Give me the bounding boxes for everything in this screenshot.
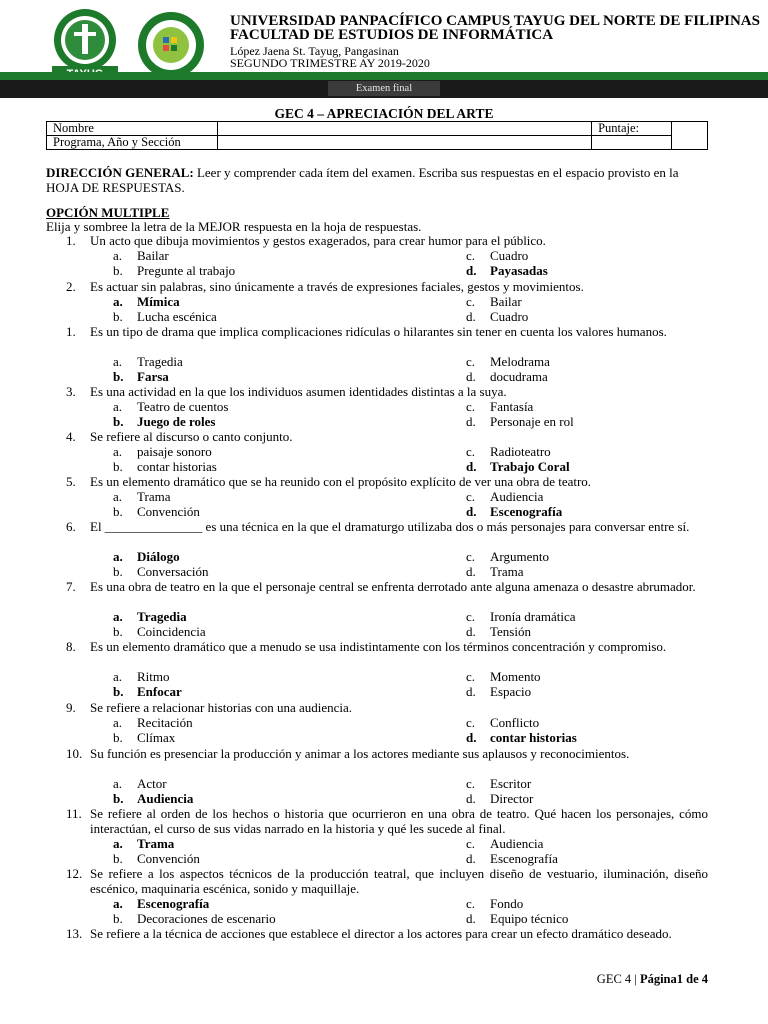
option-text: paisaje sonoro	[137, 444, 212, 459]
option-d	[466, 263, 548, 278]
question-item	[66, 233, 708, 248]
option-letter: b.	[113, 369, 124, 384]
option-b	[113, 730, 175, 745]
question-item	[66, 279, 708, 294]
option-text: Director	[490, 791, 534, 806]
question-number: 11.	[66, 806, 82, 821]
option-text: Juego de roles	[137, 414, 216, 429]
option-d	[466, 684, 531, 699]
option-d	[466, 414, 574, 429]
option-letter: b.	[113, 791, 124, 806]
option-c	[466, 489, 543, 504]
option-letter: a.	[113, 489, 123, 504]
option-letter: d.	[466, 504, 477, 519]
option-text: Coincidencia	[137, 624, 206, 639]
option-letter: a.	[113, 294, 123, 309]
option-a	[113, 669, 170, 684]
option-letter: a.	[113, 549, 123, 564]
option-text: Radioteatro	[490, 444, 551, 459]
option-letter: d.	[466, 684, 476, 699]
option-text: docudrama	[490, 369, 548, 384]
option-text: contar historias	[137, 459, 217, 474]
option-text: Fondo	[490, 896, 524, 911]
option-letter: a.	[113, 609, 123, 624]
question-item	[66, 384, 708, 399]
option-a	[113, 489, 170, 504]
name-field[interactable]	[217, 122, 591, 136]
exam-banner	[0, 80, 768, 98]
computer-studies-logo	[137, 11, 205, 79]
option-letter: c.	[466, 248, 476, 263]
option-letter: d.	[466, 911, 476, 926]
option-text: Recitación	[137, 715, 193, 730]
university-address: López Jaena St. Tayug, Pangasinan	[230, 44, 399, 58]
option-text: Decoraciones de escenario	[137, 911, 276, 926]
option-text: Conversación	[137, 564, 209, 579]
question-number: 3.	[66, 384, 76, 399]
option-d	[466, 369, 548, 384]
option-b	[113, 851, 200, 866]
option-letter: a.	[113, 669, 123, 684]
question-item	[66, 926, 708, 941]
option-letter: b.	[113, 564, 123, 579]
option-letter: b.	[113, 730, 123, 745]
option-letter: c.	[466, 896, 476, 911]
option-d	[466, 564, 523, 579]
option-a	[113, 776, 167, 791]
option-letter: d.	[466, 309, 476, 324]
option-text: Ritmo	[137, 669, 170, 684]
direction-label: DIRECCIÓN GENERAL:	[46, 165, 194, 180]
option-b	[113, 309, 217, 324]
option-text: Teatro de cuentos	[137, 399, 229, 414]
option-text: Lucha escénica	[137, 309, 217, 324]
option-text: Trama	[137, 489, 171, 504]
option-letter: d.	[466, 414, 476, 429]
option-letter: d.	[466, 263, 477, 278]
question-item	[66, 519, 708, 534]
option-letter: c.	[466, 399, 476, 414]
option-a	[113, 609, 187, 624]
question-text: Es una actividad en la que los individuos asumen identidades distintas a la suya.	[90, 384, 507, 399]
exam-banner-label: Examen final	[328, 81, 440, 96]
option-text: Equipo técnico	[490, 911, 569, 926]
option-b	[113, 459, 217, 474]
question-text: Su función es presenciar la producción y animar a los actores mediante sus aplausos y reconocimientos.	[90, 746, 630, 761]
question-number: 1.	[66, 233, 76, 248]
option-b	[113, 369, 169, 384]
footer-page-word: Página	[639, 972, 677, 986]
option-letter: a.	[113, 354, 123, 369]
question-number: 4.	[66, 429, 76, 444]
option-text: Momento	[490, 669, 541, 684]
option-letter: c.	[466, 489, 476, 504]
option-a	[113, 715, 193, 730]
option-text: Convención	[137, 851, 200, 866]
option-text: Audiencia	[137, 791, 194, 806]
option-text: Enfocar	[137, 684, 182, 699]
direction-text: Leer y comprender cada ítem del examen. Escriba sus respuestas en el espacio provisto en la HOJA DE RESPUESTAS.	[46, 165, 679, 195]
option-letter: a.	[113, 896, 123, 911]
semester-label: SEGUNDO TRIMESTRE AY 2019-2020	[230, 56, 430, 70]
option-c	[466, 399, 533, 414]
option-text: Actor	[137, 776, 167, 791]
option-a	[113, 399, 229, 414]
option-text: Trama	[490, 564, 524, 579]
option-letter: c.	[466, 294, 476, 309]
question-number: 2.	[66, 279, 76, 294]
question-text: Se refiere a la técnica de acciones que establece el director a los actores para crear un efecto dramático deseado.	[90, 926, 672, 941]
option-text: Escenografía	[137, 896, 210, 911]
question-text: Se refiere a relacionar historias con una audiencia.	[90, 700, 353, 715]
question-text: El _______________ es una técnica en la que el dramaturgo utilizaba dos o más personajes para conversar entre sí.	[90, 519, 690, 534]
question-item	[66, 806, 708, 836]
option-a	[113, 354, 183, 369]
option-text: Personaje en rol	[490, 414, 574, 429]
option-b	[113, 564, 208, 579]
tayug-campus-logo	[42, 8, 128, 80]
option-c	[466, 354, 550, 369]
option-letter: d.	[466, 459, 477, 474]
option-text: Ironía dramática	[490, 609, 576, 624]
question-number: 1.	[66, 324, 76, 339]
option-letter: b.	[113, 911, 123, 926]
option-text: Tragedia	[137, 354, 183, 369]
option-text: Tragedia	[137, 609, 187, 624]
option-text: Clímax	[137, 730, 176, 745]
option-c	[466, 609, 576, 624]
question-number: 5.	[66, 474, 76, 489]
question-number: 13.	[66, 926, 83, 941]
option-d	[466, 851, 558, 866]
footer-separator: |	[631, 972, 640, 986]
option-letter: b.	[113, 309, 123, 324]
option-text: Melodrama	[490, 354, 550, 369]
option-text: Audiencia	[490, 836, 544, 851]
option-a	[113, 294, 180, 309]
university-name: UNIVERSIDAD PANPACÍFICO CAMPUS TAYUG DEL NORTE DE FILIPINAS	[230, 13, 760, 29]
option-c	[466, 715, 539, 730]
program-label: Programa, Año y Sección	[47, 136, 218, 150]
option-letter: a.	[113, 776, 123, 791]
question-number: 9.	[66, 700, 76, 715]
option-d	[466, 911, 568, 926]
option-text: Payasadas	[490, 263, 548, 278]
question-item	[66, 324, 708, 339]
footer-of-word: de	[683, 972, 702, 986]
program-field[interactable]	[217, 136, 591, 150]
option-letter: a.	[113, 836, 123, 851]
option-letter: c.	[466, 836, 476, 851]
name-label: Nombre	[47, 122, 218, 136]
question-number: 6.	[66, 519, 76, 534]
option-letter: c.	[466, 715, 476, 730]
option-letter: b.	[113, 504, 123, 519]
option-letter: a.	[113, 399, 123, 414]
option-text: Fantasía	[490, 399, 534, 414]
question-text: Se refiere al orden de los hechos o historia que ocurrieron en una obra de teatro. Qué hacen los personajes, cómo interactúan, el curso de sus vidas narrado en la historia y qué les sucede al final.	[90, 806, 708, 836]
option-text: Audiencia	[490, 489, 544, 504]
option-text: Tensión	[490, 624, 531, 639]
option-text: Mímica	[137, 294, 180, 309]
question-item	[66, 866, 708, 896]
option-a	[113, 896, 209, 911]
exam-title: GEC 4 – APRECIACIÓN DEL ARTE	[274, 106, 494, 121]
question-item	[66, 474, 708, 489]
option-letter: d.	[466, 791, 476, 806]
question-number: 7.	[66, 579, 76, 594]
question-text: Se refiere a los aspectos técnicos de la producción teatral, que incluyen diseño de vestuario, iluminación, diseño escénico, maquinaria escénica, sonido y maquillaje.	[90, 866, 708, 896]
option-text: Escenografía	[490, 851, 558, 866]
question-text: Es actuar sin palabras, sino únicamente a través de expresiones faciales, gestos y movimientos.	[90, 279, 584, 294]
option-c	[466, 896, 523, 911]
option-text: Cuadro	[490, 248, 529, 263]
option-letter: c.	[466, 609, 476, 624]
question-text: Un acto que dibuja movimientos y gestos exagerados, para crear humor para el público.	[90, 233, 546, 248]
option-text: Argumento	[490, 549, 549, 564]
option-letter: b.	[113, 684, 124, 699]
question-text: Es un elemento dramático que a menudo se usa indistintamente con los términos concentración y compromiso.	[90, 639, 667, 654]
option-letter: c.	[466, 776, 476, 791]
option-d	[466, 791, 533, 806]
option-letter: a.	[113, 248, 123, 263]
option-text: Diálogo	[137, 549, 180, 564]
option-b	[113, 684, 182, 699]
general-direction	[46, 166, 708, 195]
question-item	[66, 579, 708, 594]
option-letter: b.	[113, 851, 123, 866]
option-c	[466, 669, 541, 684]
option-c	[466, 248, 528, 263]
option-text: Bailar	[490, 294, 522, 309]
footer-page-number: 1	[676, 972, 683, 986]
option-letter: b.	[113, 459, 123, 474]
question-text: Es un elemento dramático que se ha reunido con el propósito explícito de ver una obra de teatro.	[90, 474, 592, 489]
option-text: Cuadro	[490, 309, 529, 324]
option-b	[113, 263, 235, 278]
question-number: 10.	[66, 746, 83, 761]
option-letter: c.	[466, 444, 476, 459]
instructions: Elija y sombree la letra de la MEJOR respuesta en la hoja de respuestas.	[46, 219, 422, 234]
option-c	[466, 294, 522, 309]
option-d	[466, 504, 562, 519]
option-text: Trabajo Coral	[490, 459, 570, 474]
option-text: Pregunte al trabajo	[137, 263, 236, 278]
question-item	[66, 429, 708, 444]
option-a	[113, 549, 180, 564]
option-text: Escenografía	[490, 504, 563, 519]
section-title: OPCIÓN MULTIPLE	[46, 205, 170, 220]
option-text: contar historias	[490, 730, 577, 745]
score-label-spacer	[592, 136, 672, 150]
option-letter: b.	[113, 414, 124, 429]
faculty-name: FACULTAD DE ESTUDIOS DE INFORMÁTICA	[230, 27, 554, 43]
option-text: Farsa	[137, 369, 169, 384]
question-number: 12.	[66, 866, 83, 881]
option-d	[466, 624, 531, 639]
question-text: Es una obra de teatro en la que el personaje central se enfrenta derrotado ante alguna amenaza o desastre abrumador.	[90, 579, 696, 594]
option-letter: c.	[466, 669, 476, 684]
option-letter: a.	[113, 715, 123, 730]
option-d	[466, 730, 577, 745]
option-b	[113, 414, 215, 429]
question-text: Es un tipo de drama que implica complicaciones ridículas o hilarantes sin tener en cuenta los valores humanos.	[90, 324, 667, 339]
option-b	[113, 791, 193, 806]
score-field[interactable]	[672, 122, 708, 150]
option-c	[466, 836, 543, 851]
option-letter: b.	[113, 624, 123, 639]
option-c	[466, 549, 549, 564]
option-text: Bailar	[137, 248, 169, 263]
option-letter: c.	[466, 354, 476, 369]
option-a	[113, 836, 174, 851]
question-text: Se refiere al discurso o canto conjunto.	[90, 429, 293, 444]
option-letter: d.	[466, 369, 476, 384]
question-item	[66, 639, 708, 654]
option-b	[113, 911, 276, 926]
option-text: Conflicto	[490, 715, 540, 730]
option-a	[113, 444, 212, 459]
option-b	[113, 504, 200, 519]
option-letter: d.	[466, 851, 476, 866]
option-d	[466, 309, 528, 324]
option-letter: a.	[113, 444, 123, 459]
option-text: Trama	[137, 836, 175, 851]
option-b	[113, 624, 206, 639]
question-item	[66, 700, 708, 715]
option-letter: d.	[466, 564, 476, 579]
footer-page-total: 4	[701, 972, 708, 986]
option-text: Convención	[137, 504, 200, 519]
question-item	[66, 746, 708, 761]
question-number: 8.	[66, 639, 76, 654]
page-footer	[597, 972, 708, 987]
option-letter: d.	[466, 730, 477, 745]
option-text: Escritor	[490, 776, 532, 791]
option-c	[466, 444, 551, 459]
option-d	[466, 459, 570, 474]
option-letter: d.	[466, 624, 476, 639]
option-text: Espacio	[490, 684, 532, 699]
score-label: Puntaje:	[592, 122, 672, 136]
option-letter: b.	[113, 263, 123, 278]
footer-course: GEC 4	[596, 972, 632, 986]
option-c	[466, 776, 531, 791]
student-info-table	[46, 121, 708, 150]
option-a	[113, 248, 169, 263]
option-letter: c.	[466, 549, 476, 564]
